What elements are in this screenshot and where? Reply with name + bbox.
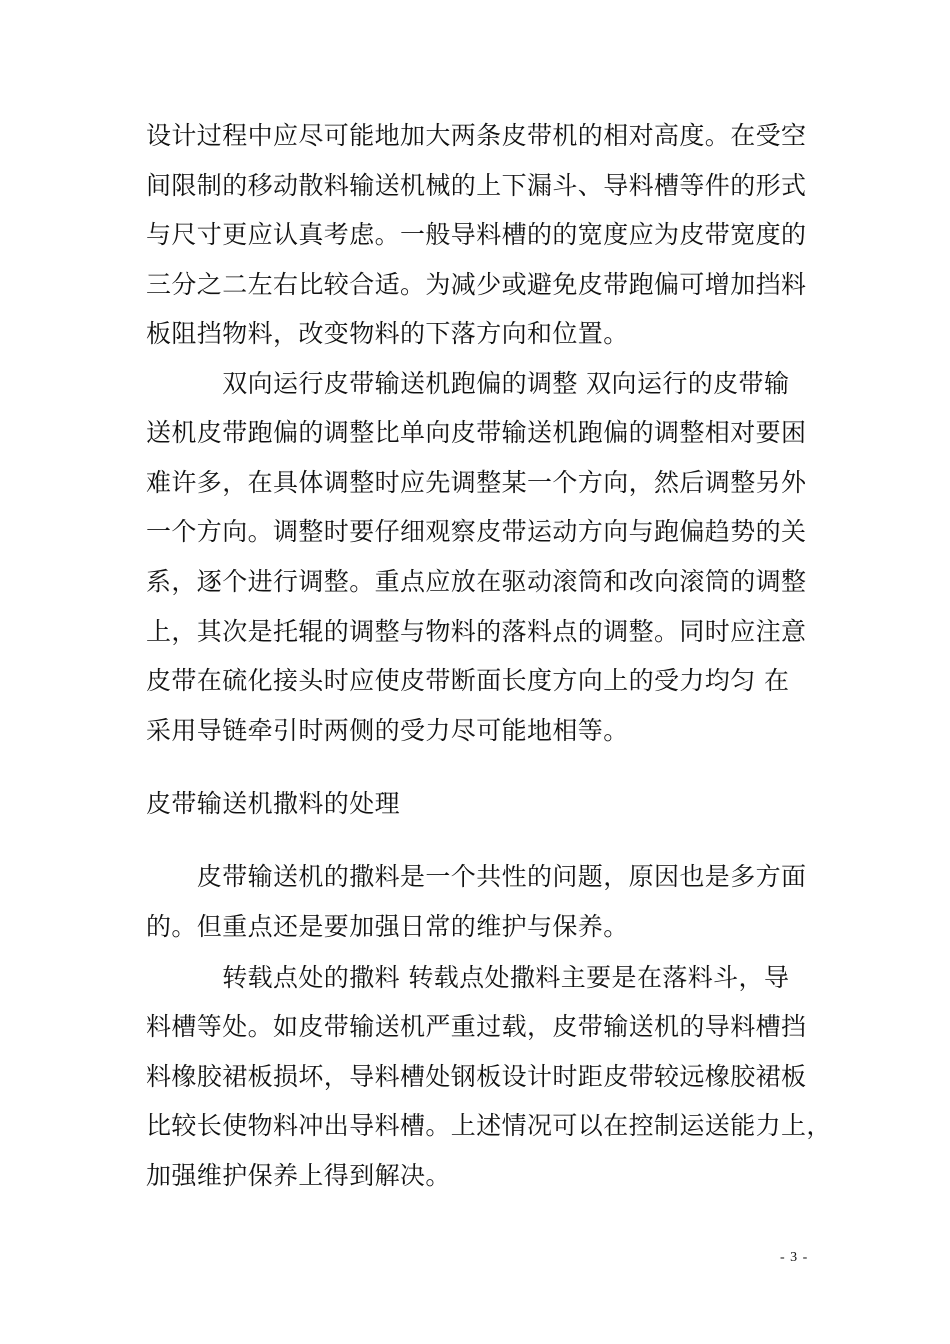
text-line: 料槽等处。如皮带输送机严重过载，皮带输送机的导料槽挡 — [146, 1012, 807, 1041]
text-line: 转载点处的撒料 转载点处撒料主要是在落料斗，导 — [146, 963, 790, 992]
text-line: 采用导链牵引时两侧的受力尽可能地相等。 — [146, 716, 629, 745]
text-line: 难许多，在具体调整时应先调整某一个方向，然后调整另外 — [146, 468, 807, 497]
text-line: 上，其次是托辊的调整与物料的落料点的调整。同时应注意 — [146, 617, 807, 646]
text-line: 间限制的移动散料输送机械的上下漏斗、导料槽等件的形式 — [146, 171, 807, 200]
text-line: 与尺寸更应认真考虑。一般导料槽的的宽度应为皮带宽度的 — [146, 220, 807, 249]
text-line: 双向运行皮带输送机跑偏的调整 双向运行的皮带输 — [146, 369, 790, 398]
text-line: 板阻挡物料，改变物料的下落方向和位置。 — [146, 319, 629, 348]
page-number: - 3 - — [780, 1250, 809, 1265]
text-line: 的。但重点还是要加强日常的维护与保养。 — [146, 912, 629, 941]
text-line: 皮带输送机的撒料是一个共性的问题，原因也是多方面 — [146, 862, 807, 891]
text-line: 皮带在硫化接头时应使皮带断面长度方向上的受力均匀 在 — [146, 666, 790, 695]
text-line: 比较长使物料冲出导料槽。上述情况可以在控制运送能力上， — [146, 1111, 832, 1140]
text-line: 三分之二左右比较合适。为减少或避免皮带跑偏可增加挡料 — [146, 270, 807, 299]
text-line: 送机皮带跑偏的调整比单向皮带输送机跑偏的调整相对要困 — [146, 418, 807, 447]
text-line: 一个方向。调整时要仔细观察皮带运动方向与跑偏趋势的关 — [146, 517, 807, 546]
section-heading: 皮带输送机撒料的处理 — [146, 789, 401, 818]
text-line: 设计过程中应尽可能地加大两条皮带机的相对高度。在受空 — [146, 121, 807, 150]
text-line: 加强维护保养上得到解决。 — [146, 1161, 451, 1190]
text-line: 系，逐个进行调整。重点应放在驱动滚筒和改向滚筒的调整 — [146, 567, 807, 596]
text-line: 料橡胶裙板损坏，导料槽处钢板设计时距皮带较远橡胶裙板 — [146, 1062, 807, 1091]
